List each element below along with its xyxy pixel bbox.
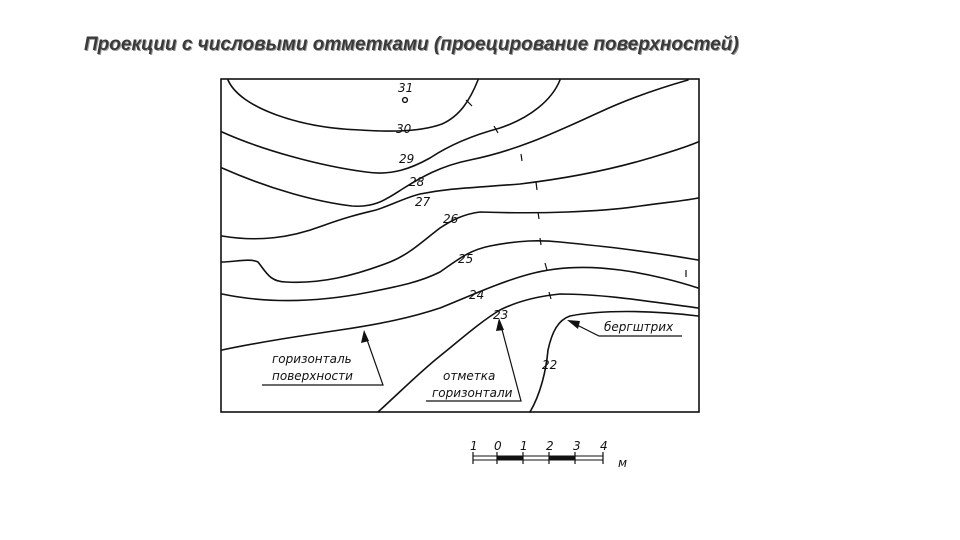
scale-bar-segment-3 [549, 456, 575, 460]
annotation-slope-tick-text: бергштрих [604, 320, 674, 334]
peak-point [403, 98, 408, 103]
scale-bar-segment-2 [523, 456, 549, 460]
elevation-label-25: 25 [458, 252, 474, 266]
elevation-label-22: 22 [542, 358, 558, 372]
scale-bar-label: 1 [470, 439, 478, 453]
slope-tick [521, 154, 522, 161]
annotation-contour-line-text-2: поверхности [272, 369, 353, 383]
scale-bar-label: 1 [520, 439, 528, 453]
scale-bar-segment-1 [497, 456, 523, 460]
elevation-label-23: 23 [493, 308, 509, 322]
annotation-elevation-mark [426, 318, 521, 401]
elevation-label-26: 26 [443, 212, 459, 226]
slope-tick [536, 182, 537, 190]
annotation-contour-line [262, 330, 383, 385]
scale-bar-segment-4 [575, 456, 603, 460]
scale-bar-label: 3 [573, 439, 581, 453]
elevation-label-24: 24 [469, 288, 485, 302]
contour-line-26 [222, 198, 698, 282]
annotation-slope-tick [567, 320, 682, 336]
scale-bar-unit: м [618, 456, 628, 470]
slope-tick [540, 238, 541, 245]
elevation-label-29: 29 [399, 152, 415, 166]
elevation-label-27: 27 [415, 195, 431, 209]
elevation-label-30: 30 [396, 122, 412, 136]
annotation-slope-tick-arrowhead [567, 320, 580, 329]
scale-bar-label: 2 [546, 439, 554, 453]
contour-line-28 [222, 80, 688, 206]
contour-line-30 [228, 80, 478, 131]
elevation-label-31: 31 [398, 81, 414, 95]
elevation-label-28: 28 [409, 175, 425, 189]
scale-bar-label: 0 [494, 439, 502, 453]
scale-bar [470, 439, 627, 470]
annotation-elevation-mark-text-2: горизонтали [432, 386, 513, 400]
contour-line-24 [222, 267, 698, 350]
slope-ticks [466, 100, 686, 299]
annotation-elevation-mark-text-1: отметка [443, 369, 496, 383]
elevation-labels [396, 81, 557, 372]
scale-bar-segment-left [473, 456, 497, 460]
scale-bar-label: 4 [600, 439, 608, 453]
annotation-contour-line-text-1: горизонталь [272, 352, 352, 366]
annotation-contour-line-arrowhead [361, 330, 369, 343]
slide-title: Проекции с числовыми отметками (проецирование поверхностей) [84, 34, 739, 55]
contour-line-29 [222, 80, 560, 173]
slope-tick [545, 263, 547, 270]
